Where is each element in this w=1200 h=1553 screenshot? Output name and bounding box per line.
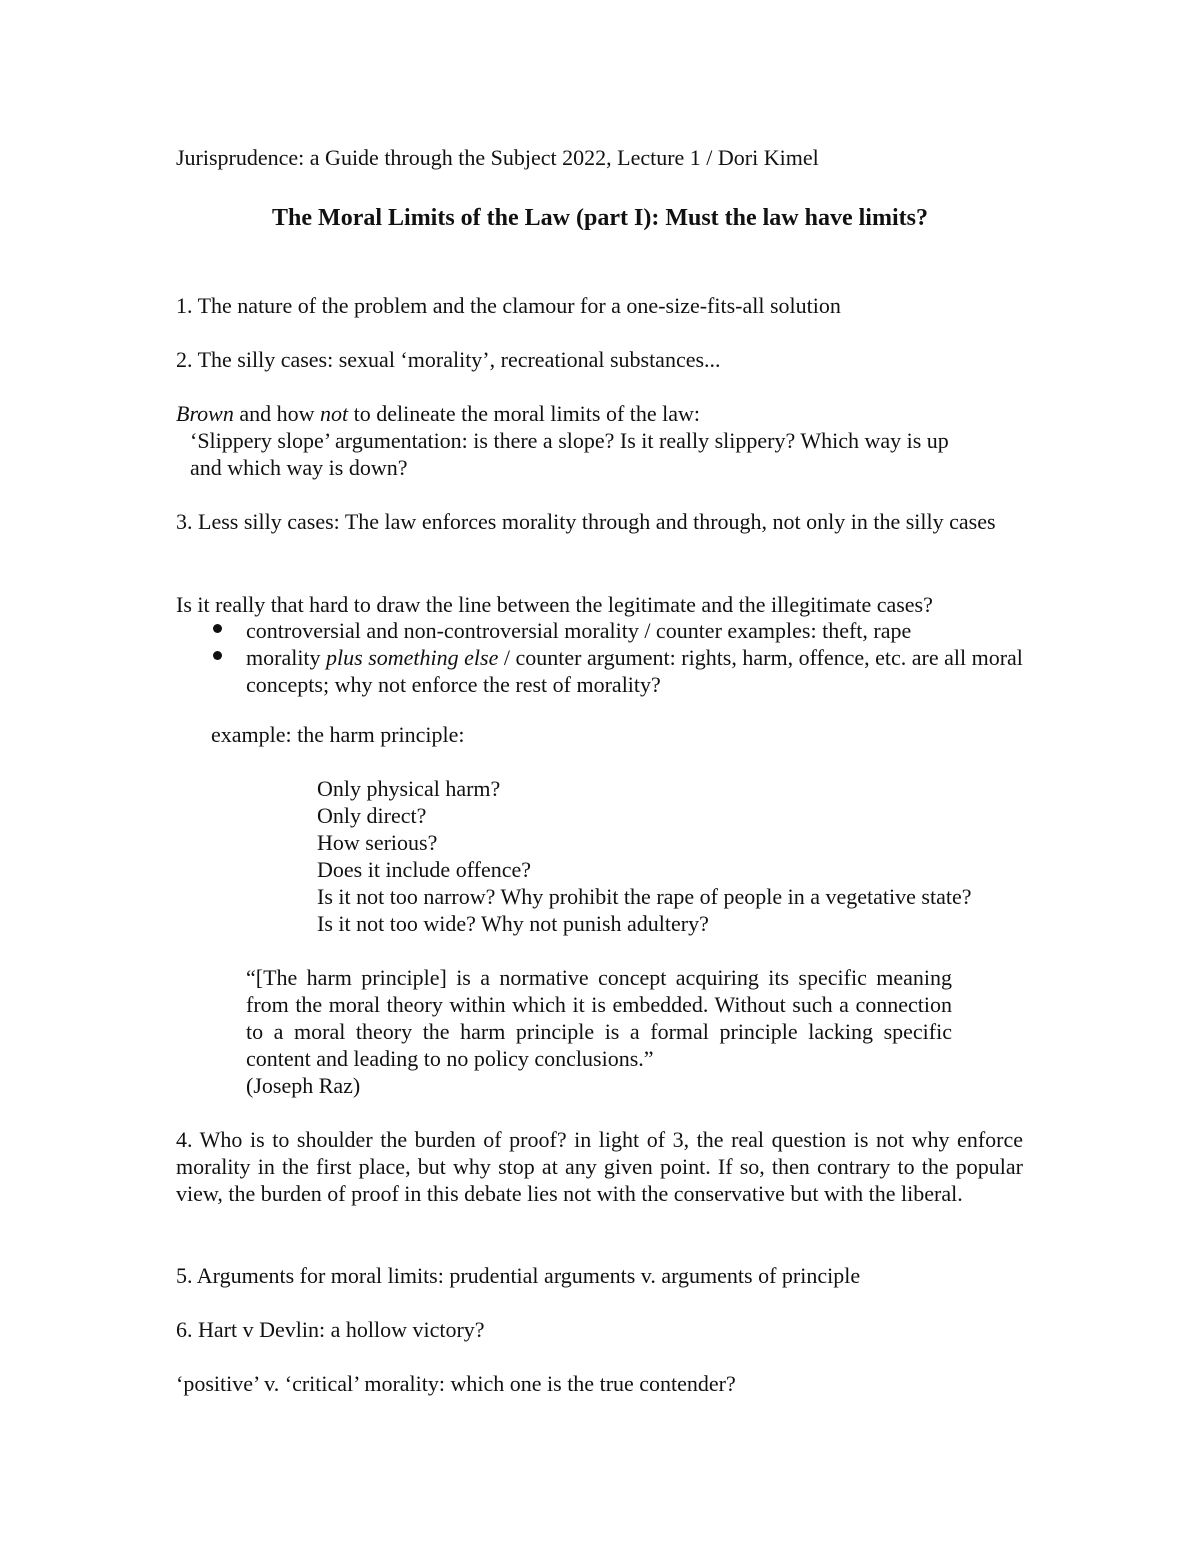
harm-question: Does it include offence? [317, 857, 532, 882]
item-6: 6. Hart v Devlin: a hollow victory? [176, 1317, 485, 1342]
line-question: Is it really that hard to draw the line between the legitimate and the illegitimate cases? [176, 592, 933, 617]
item-5: 5. Arguments for moral limits: prudential arguments v. arguments of principle [176, 1263, 861, 1288]
brown-text-2: to delineate the moral limits of the law: [348, 401, 701, 426]
brown-paragraph [176, 400, 700, 427]
harm-question: Is it not too narrow? Why prohibit the rape of people in a vegetative state? [317, 884, 972, 909]
harm-question: Is it not too wide? Why not punish adultery? [317, 911, 709, 936]
document-title: The Moral Limits of the Law (part I): Must the law have limits? [272, 205, 928, 231]
raz-quote: “[The harm principle] is a normative concept acquiring its specific meaning from the moral theory within which it is embedded. Without such a connection to a moral theory the harm principle is a formal principle lacking specific content and leading to no policy conclusions.” [246, 965, 952, 1071]
brown-text-1: and how [233, 401, 321, 426]
bullet-dot-icon [213, 624, 222, 633]
bullet-2-text-b: / counter argument: rights, harm, offence, etc. are all moral concepts; why not enforce the rest of morality? [246, 645, 1023, 697]
slippery-slope-line-1: ‘Slippery slope’ argumentation: is there a slope? Is it really slippery? Which way is up [190, 428, 949, 453]
bullet-1: controversial and non-controversial morality / counter examples: theft, rape [246, 618, 912, 643]
final-line: ‘positive’ v. ‘critical’ morality: which one is the true contender? [176, 1371, 736, 1396]
harm-question: Only direct? [317, 803, 427, 828]
bullet-2 [246, 644, 1023, 698]
document-header: Jurisprudence: a Guide through the Subject 2022, Lecture 1 / Dori Kimel [176, 145, 819, 170]
item-3: 3. Less silly cases: The law enforces morality through and through, not only in the silly cases [176, 509, 996, 534]
example-label: example: the harm principle: [211, 722, 465, 747]
brown-case-name: Brown [176, 401, 234, 426]
item-1: 1. The nature of the problem and the clamour for a one-size-fits-all solution [176, 293, 841, 318]
brown-not: not [320, 401, 349, 426]
harm-question: How serious? [317, 830, 438, 855]
item-2: 2. The silly cases: sexual ‘morality’, recreational substances... [176, 347, 721, 372]
bullet-2-emphasis: plus something else [326, 645, 499, 670]
slippery-slope-line-2: and which way is down? [190, 455, 408, 480]
harm-question: Only physical harm? [317, 776, 501, 801]
quote-attribution: (Joseph Raz) [246, 1073, 361, 1098]
bullet-dot-icon [213, 651, 222, 660]
item-4: 4. Who is to shoulder the burden of proof? in light of 3, the real question is not why enforce morality in the first place, but why stop at any given point. If so, then contrary to the popular view, the burden of proof in this debate lies not with the conservative but with the liberal. [176, 1127, 1023, 1206]
bullet-2-text-a: morality [246, 645, 327, 670]
